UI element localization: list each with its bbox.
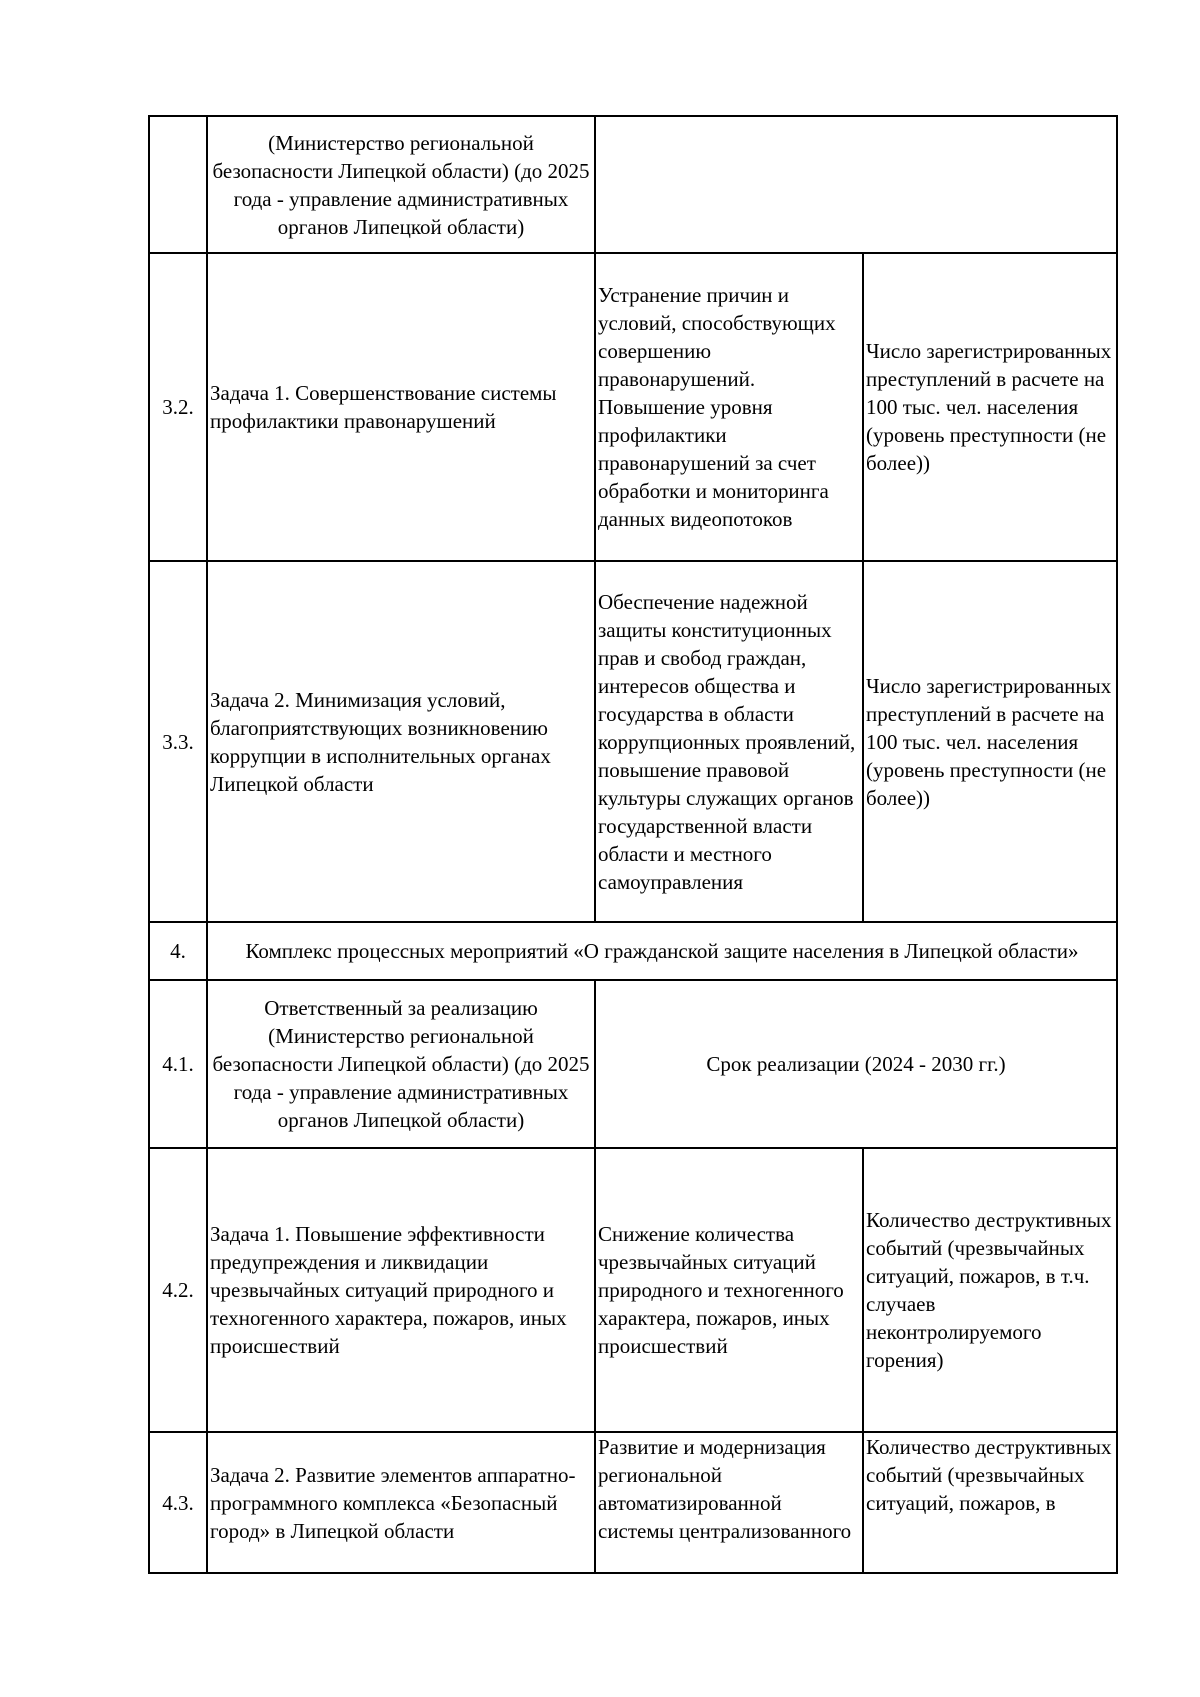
result-cell: Снижение количества чрезвычайных ситуаций природного и техногенного характера, пожаров, иных происшествий <box>595 1148 863 1432</box>
table-row <box>149 561 1117 922</box>
row-number: 4.3. <box>149 1432 207 1573</box>
table-row <box>149 253 1117 561</box>
task-cell: Задача 2. Минимизация условий, благоприятствующих возникновению коррупции в исполнительных органах Липецкой области <box>207 561 595 922</box>
result-cell: Устранение причин и условий, способствующих совершению правонарушений. Повышение уровня профилактики правонарушений за счет обработки и мониторинга данных видеопотоков <box>595 253 863 561</box>
table-row <box>149 116 1117 253</box>
row-number: 3.2. <box>149 253 207 561</box>
responsible-cell: (Министерство региональной безопасности Липецкой области) (до 2025 года - управление административных органов Липецкой области) <box>207 116 595 253</box>
term-cell <box>595 116 1117 253</box>
section-heading: Комплекс процессных мероприятий «О гражданской защите населения в Липецкой области» <box>207 922 1117 980</box>
indicator-cell: Количество деструктивных событий (чрезвычайных ситуаций, пожаров, в <box>863 1432 1117 1573</box>
section-row <box>149 922 1117 980</box>
row-number <box>149 116 207 253</box>
task-cell: Задача 2. Развитие элементов аппаратно-программного комплекса «Безопасный город» в Липецкой области <box>207 1432 595 1573</box>
table-row <box>149 1432 1117 1573</box>
program-table <box>148 115 1118 1574</box>
row-number: 4.2. <box>149 1148 207 1432</box>
row-number: 4. <box>149 922 207 980</box>
indicator-cell: Количество деструктивных событий (чрезвычайных ситуаций, пожаров, в т.ч. случаев неконтролируемого горения) <box>863 1148 1117 1432</box>
row-number: 4.1. <box>149 980 207 1148</box>
row-number: 3.3. <box>149 561 207 922</box>
result-cell: Обеспечение надежной защиты конституционных прав и свобод граждан, интересов общества и государства в области коррупционных проявлений, повышение правовой культуры служащих органов государственной власти области и местного самоуправления <box>595 561 863 922</box>
term-cell: Срок реализации (2024 - 2030 гг.) <box>595 980 1117 1148</box>
indicator-cell: Число зарегистрированных преступлений в расчете на 100 тыс. чел. населения (уровень преступности (не более)) <box>863 253 1117 561</box>
responsible-cell: Ответственный за реализацию (Министерство региональной безопасности Липецкой области) (до 2025 года - управление административных органов Липецкой области) <box>207 980 595 1148</box>
indicator-cell: Число зарегистрированных преступлений в расчете на 100 тыс. чел. населения (уровень преступности (не более)) <box>863 561 1117 922</box>
task-cell: Задача 1. Совершенствование системы профилактики правонарушений <box>207 253 595 561</box>
result-cell: Развитие и модернизация региональной автоматизированной системы централизованного <box>595 1432 863 1573</box>
table-row <box>149 1148 1117 1432</box>
task-cell: Задача 1. Повышение эффективности предупреждения и ликвидации чрезвычайных ситуаций природного и техногенного характера, пожаров, иных происшествий <box>207 1148 595 1432</box>
table-row <box>149 980 1117 1148</box>
